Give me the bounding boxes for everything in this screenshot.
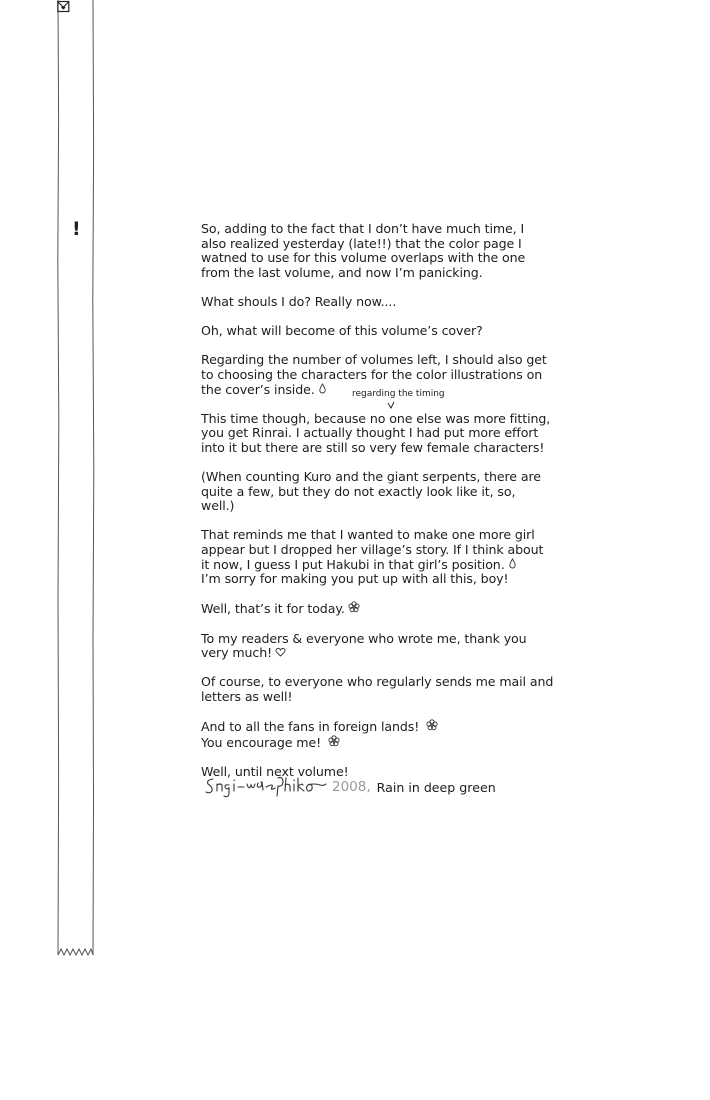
text-line: This time though, because no one else was more fitting,: [201, 410, 551, 426]
text-line: [201, 646, 561, 661]
signature-text: Rain in deep green: [376, 779, 496, 795]
text-line: That reminds me that I wanted to make one more girl: [201, 527, 535, 543]
timing-annotation: regarding the timing: [352, 389, 445, 399]
text-line: Oh, what will become of this volume’s cover?: [201, 323, 483, 339]
paragraph-1: [201, 222, 561, 280]
text-line: What shouls I do? Really now....: [201, 293, 397, 309]
text-line: So, adding to the fact that I don’t have much time, I: [201, 221, 525, 236]
text-line-content: the cover’s inside.: [201, 381, 315, 397]
text-line: watned to use for this volume overlaps with the one: [201, 250, 526, 266]
sweat-drop-icon: [318, 383, 327, 394]
text-line-content: very much!: [201, 645, 273, 661]
text-line: into it but there are still so very few female characters!: [201, 439, 545, 455]
caret-arrow-icon: [386, 399, 396, 411]
text-line: [201, 601, 561, 617]
text-line: [201, 735, 561, 751]
paragraph-2: [201, 295, 561, 310]
paragraph-6: [201, 470, 561, 514]
flower-icon: [426, 719, 438, 731]
paragraph-7: [201, 528, 561, 586]
signature-row: [204, 774, 496, 800]
paragraph-11: [201, 719, 561, 750]
text-line: well.): [201, 498, 235, 514]
exclamation-mark: !: [72, 218, 81, 240]
text-line: Regarding the number of volumes left, I should also get: [201, 352, 547, 368]
text-line: from the last volume, and now I’m panicking.: [201, 264, 483, 280]
side-strip-outline: [57, 0, 97, 962]
text-line-content: Well, that’s it for today.: [201, 601, 345, 617]
sweat-drop-icon: [508, 558, 517, 569]
text-line-content: it now, I guess I put Hakubi in that girl’s position.: [201, 556, 505, 572]
text-line: [201, 719, 561, 735]
side-strip: [57, 0, 94, 960]
flower-icon: [348, 601, 360, 613]
paragraph-5: [201, 412, 561, 456]
heart-icon: [275, 647, 286, 657]
paragraph-9: [201, 632, 561, 661]
signature-year: 2008,: [332, 779, 371, 795]
text-line: I’m sorry for making you put up with all this, boy!: [201, 571, 509, 587]
author-letter: [201, 222, 561, 786]
paragraph-8: [201, 601, 561, 617]
text-line: quite a few, but they do not exactly look like it, so,: [201, 483, 516, 499]
text-line-content: And to all the fans in foreign lands!: [201, 719, 420, 735]
flower-icon: [328, 735, 340, 747]
paragraph-10: [201, 675, 561, 704]
text-line: Of course, to everyone who regularly sends me mail and: [201, 674, 554, 690]
text-line: [201, 558, 561, 573]
text-line: Well, until next volume!: [201, 763, 349, 779]
text-line: letters as well!: [201, 689, 293, 704]
paragraph-3: [201, 324, 561, 339]
text-line: also realized yesterday (late!!) that the color page I: [201, 235, 522, 251]
text-line: appear but I dropped her village’s story. If I think about: [201, 542, 544, 558]
text-line-content: You encourage me!: [201, 734, 322, 750]
text-line: (When counting Kuro and the giant serpents, there are: [201, 469, 541, 485]
envelope-heart-icon: [57, 0, 70, 13]
text-line: To my readers & everyone who wrote me, thank you: [201, 630, 527, 646]
author-signature: [204, 774, 330, 800]
text-line: to choosing the characters for the color illustrations on: [201, 366, 543, 382]
text-line: you get Rinrai. I actually thought I had put more effort: [201, 425, 539, 441]
